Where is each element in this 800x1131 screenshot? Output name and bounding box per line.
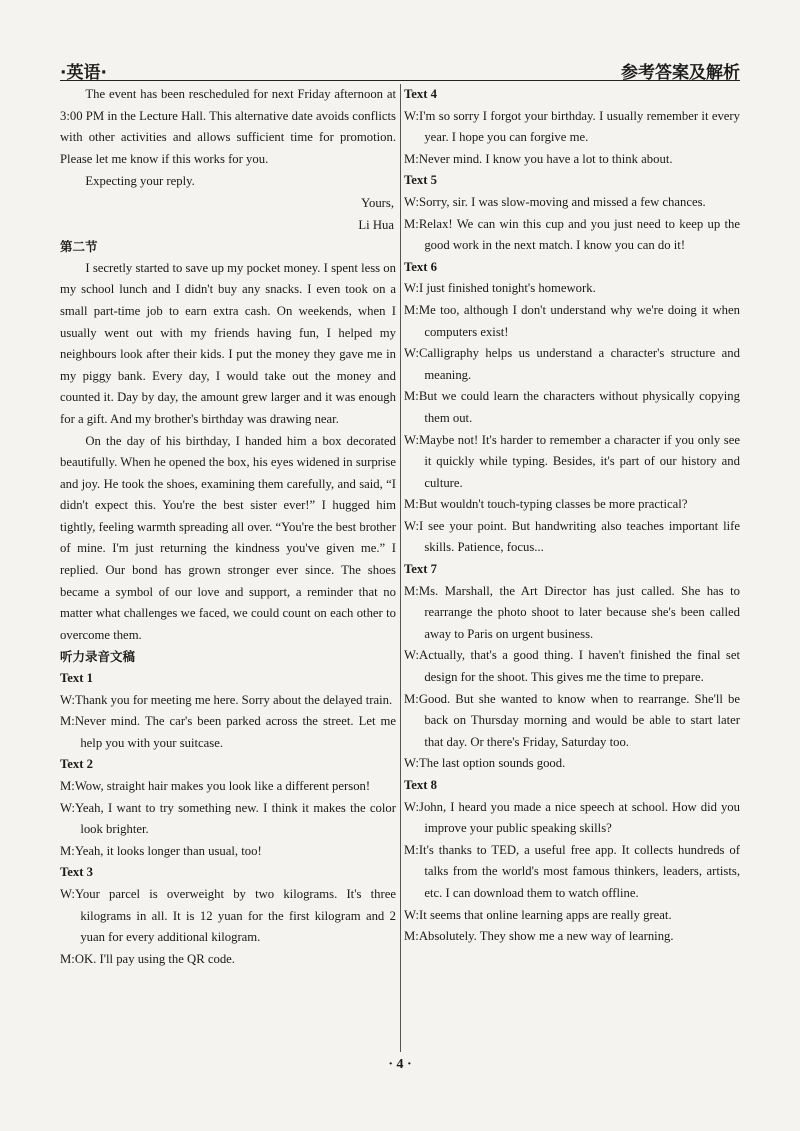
dialogue-line [60, 884, 396, 949]
line-text: It seems that online learning apps are really great. [419, 907, 672, 922]
story-paragraph: On the day of his birthday, I handed him a box decorated beautifully. When he opened the box, his eyes widened in surprise and joy. He took the shoes, examining them carefully, and said, “I didn't expect this. You're the best sister ever!” I hugged him tightly, feeling warmth spreading all over. “You're the best brother of mine. I'm just returning the kindness you've given me.” I replied. Our bond has grown stronger ever since. The shoes became a symbol of our love and support, a reminder that no matter what challenges we faced, we could count on each other to overcome them. [60, 433, 396, 642]
line-text: Wow, straight hair makes you look like a different person! [74, 779, 371, 793]
page-header [60, 50, 740, 83]
speaker-label: W: [60, 692, 76, 707]
listening-text [60, 754, 396, 862]
header-rule [60, 80, 740, 81]
dialogue-line [404, 192, 740, 214]
dialogue-line [404, 645, 740, 688]
right-column [404, 84, 740, 948]
line-text: I just finished tonight's homework. [419, 281, 596, 296]
dialogue-line [404, 149, 740, 171]
line-text: Me too, although I don't understand why we're doing it when computers exist! [418, 302, 740, 339]
listening-text [404, 775, 740, 948]
speaker-label: W: [404, 346, 420, 361]
speaker-label: W: [404, 281, 420, 296]
listening-text [60, 862, 396, 970]
line-text: Relax! We can win this cup and you just need to keep up the good work in the next match. I know you can do it! [418, 216, 740, 253]
line-text: Thank you for meeting me here. Sorry about the delayed train. [75, 692, 393, 707]
left-column [60, 84, 396, 970]
speaker-label: W: [404, 108, 420, 123]
dialogue-line [404, 581, 740, 646]
subject-label: ·英语· [60, 63, 107, 83]
dialogue-line [60, 949, 396, 971]
speaker-label: W: [404, 432, 420, 447]
dialogue-line [404, 386, 740, 429]
listening-text [404, 559, 740, 775]
speaker-label: M: [60, 951, 75, 966]
text-title: Text 7 [404, 562, 438, 577]
speaker-label: M: [60, 714, 75, 729]
letter-closing: Yours, [361, 195, 394, 210]
line-text: The last option sounds good. [419, 756, 566, 771]
dialogue-line [404, 214, 740, 257]
line-text: But wouldn't touch-typing classes be more practical? [418, 497, 688, 512]
story-paragraph: I secretly started to save up my pocket money. I spent less on my school lunch and I didn't buy any snacks. I even took on a small part-time job to earn extra cash. On weekends, when I usually went out with my friends having fun, I helped my neighbours look after their kids. I put the money they gave me in my piggy bank. Every day, I would take out the money and counted it. Day by day, the amount grew larger and it was enough for a gift. And my brother's birthday was drawing near. [60, 260, 396, 426]
speaker-label: M: [60, 779, 75, 793]
line-text: Never mind. The car's been parked across the street. Let me help you with your suitcase. [74, 714, 396, 750]
dialogue-line [404, 689, 740, 754]
dialogue-line [404, 106, 740, 149]
line-text: Yeah, it looks longer than usual, too! [74, 843, 262, 858]
listening-text [404, 84, 740, 170]
text-title: Text 2 [60, 757, 94, 772]
line-text: John, I heard you made a nice speech at school. How did you improve your public speaking skills? [419, 799, 740, 836]
dialogue-line [60, 690, 396, 712]
speaker-label: M: [404, 497, 419, 512]
speaker-label: W: [404, 194, 420, 209]
page-number: · 4 · [388, 1057, 412, 1072]
dialogue-line [60, 841, 396, 863]
speaker-label: M: [404, 929, 419, 944]
line-text: Never mind. I know you have a lot to think about. [418, 151, 673, 166]
listening-texts-left [60, 668, 396, 970]
speaker-label: W: [60, 886, 76, 901]
line-text: I'm so sorry I forgot your birthday. I usually remember it every year. I hope you can forgive me. [419, 108, 740, 145]
dialogue-line [404, 278, 740, 300]
dialogue-line [404, 343, 740, 386]
speaker-label: M: [404, 216, 419, 231]
speaker-label: W: [404, 518, 420, 533]
line-text: I see your point. But handwriting also teaches important life skills. Patience, focus... [419, 518, 740, 555]
speaker-label: M: [404, 842, 419, 857]
column-divider [400, 84, 401, 1052]
line-text: But we could learn the characters without physically copying them out. [418, 389, 740, 425]
line-text: Calligraphy helps us understand a character's structure and meaning. [419, 346, 740, 382]
dialogue-line [404, 797, 740, 840]
dialogue-line [404, 840, 740, 905]
line-text: Actually, that's a good thing. I haven't finished the final set design for the shoot. This gives me the time to prepare. [419, 648, 740, 685]
speaker-label: M: [404, 302, 419, 317]
dialogue-line [404, 516, 740, 559]
speaker-label: W: [404, 799, 420, 814]
speaker-label: W: [404, 756, 420, 771]
speaker-label: W: [404, 907, 420, 922]
line-text: Maybe not! It's harder to remember a character if you only see it quickly while typing. Besides, it's part of our history and culture. [419, 432, 740, 490]
text-title: Text 8 [404, 778, 438, 792]
speaker-label: M: [404, 151, 419, 166]
listening-heading: 听力录音文稿 [60, 649, 136, 665]
listening-texts-right [404, 84, 740, 948]
letter-signature: Li Hua [358, 217, 394, 232]
speaker-label: M: [404, 389, 419, 404]
text-title: Text 4 [404, 87, 438, 101]
dialogue-line [404, 494, 740, 516]
speaker-label: M: [404, 691, 419, 706]
line-text: Your parcel is overweight by two kilograms. It's three kilograms in all. It is 12 yuan for the first kilogram and 2 yuan for every additional kilogram. [75, 886, 396, 945]
listening-text [404, 257, 740, 559]
text-title: Text 3 [60, 865, 94, 880]
dialogue-line [404, 430, 740, 495]
dialogue-line [404, 300, 740, 343]
speaker-label: M: [404, 583, 419, 598]
letter-paragraph: Expecting your reply. [85, 174, 195, 189]
section-heading: 第二节 [60, 239, 98, 255]
line-text: Good. But she wanted to know when to rearrange. She'll be back on Thursday morning and would be able to start later that day. Or there's Friday, Saturday too. [418, 691, 740, 749]
line-text: Ms. Marshall, the Art Director has just called. She has to rearrange the photo shoot to later because she's been called away to Paris on urgent business. [418, 583, 740, 641]
dialogue-line [60, 711, 396, 754]
dialogue-line [60, 798, 396, 841]
text-title: Text 6 [404, 259, 438, 274]
line-text: It's thanks to TED, a useful free app. It collects hundreds of talks from the world's most famous thinkers, leaders, artists, etc. I can download them to watch offline. [418, 842, 740, 900]
dialogue-line [404, 905, 740, 927]
section-title: 参考答案及解析 [621, 63, 740, 83]
line-text: Absolutely. They show me a new way of learning. [418, 929, 674, 944]
speaker-label: W: [60, 800, 76, 815]
dialogue-line [60, 776, 396, 798]
listening-text [60, 668, 396, 754]
line-text: OK. I'll pay using the QR code. [74, 951, 235, 966]
speaker-label: M: [60, 843, 75, 858]
text-title: Text 1 [60, 671, 94, 686]
speaker-label: W: [404, 648, 420, 663]
dialogue-line [404, 753, 740, 775]
line-text: Yeah, I want to try something new. I think it makes the color look brighter. [75, 800, 396, 837]
letter-paragraph: The event has been rescheduled for next Friday afternoon at 3:00 PM in the Lecture Hall. This alternative date avoids conflicts with other activities and allows sufficient time for promotion. Please let me know if this works for you. [60, 87, 396, 166]
text-title: Text 5 [404, 173, 438, 188]
dialogue-line [404, 926, 740, 948]
line-text: Sorry, sir. I was slow-moving and missed a few chances. [419, 194, 706, 209]
listening-text [404, 170, 740, 256]
